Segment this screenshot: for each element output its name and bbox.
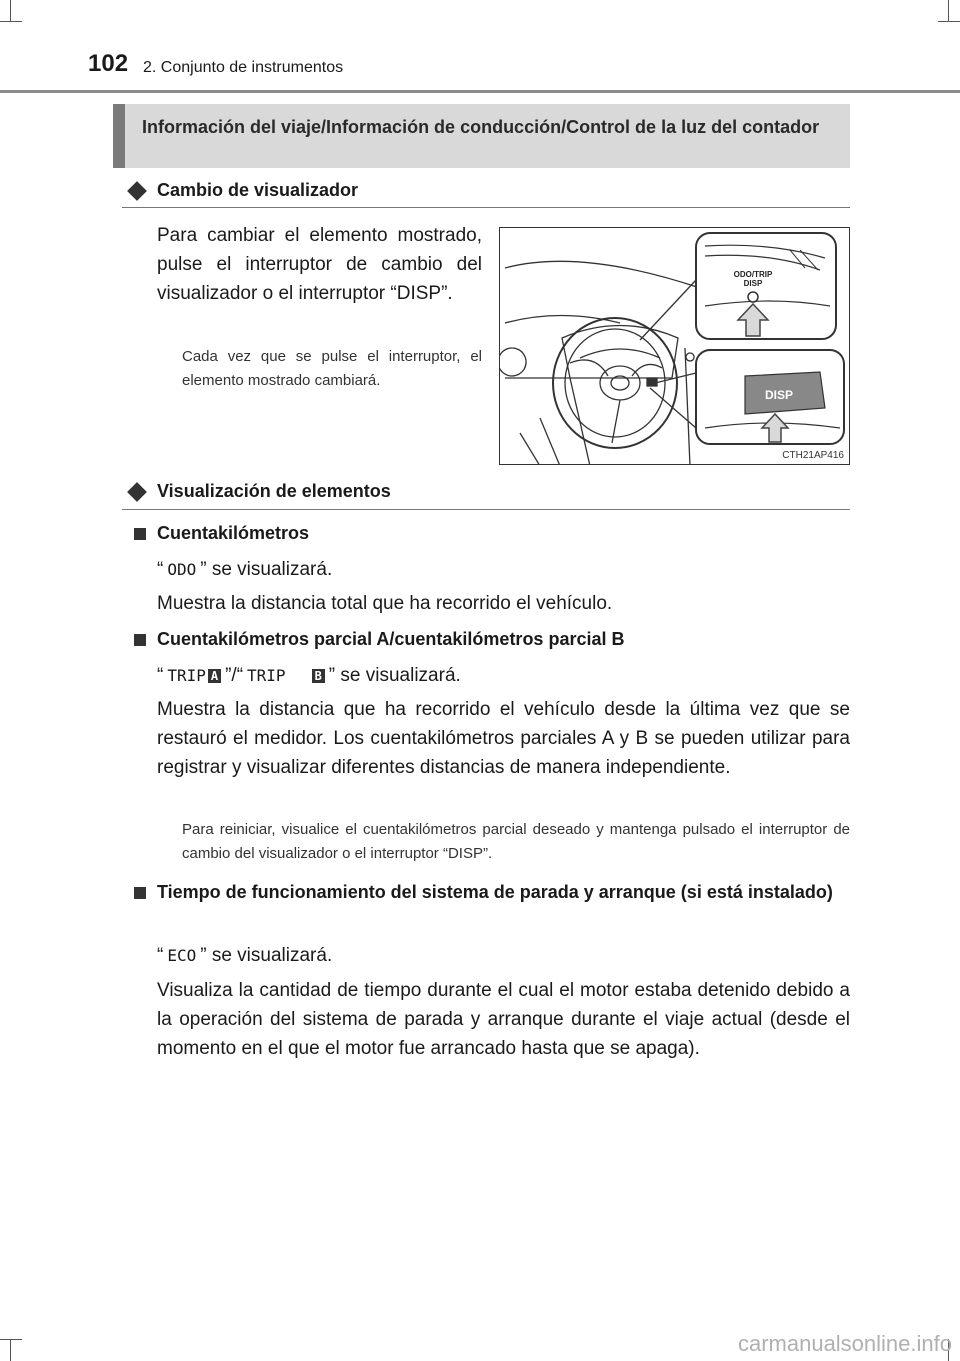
crop-mark (10, 1339, 11, 1361)
disp-switch-label: DISP (764, 388, 794, 402)
crop-mark (948, 0, 949, 22)
display-change-paragraph: Para cambiar el elemento mostrado, pulse el interruptor de cambio del visualizador o el interruptor “DISP”. (157, 225, 482, 304)
dashboard-drawing (500, 228, 850, 465)
watermark: carmanualsonline.info (737, 1331, 952, 1356)
item-description-stop-start-time: Visualiza la cantidad de tiempo durante el cual el motor estaba detenido debido a la operación del sistema de parada y arranque durante el viaje actual (desde el momento en el que el motor fue arrancado hasta que se apaga). (157, 980, 850, 1059)
trip-a-display-chip: TRIP A (163, 661, 225, 690)
crop-mark (938, 21, 960, 22)
square-bullet-icon (134, 887, 146, 899)
item-description-trip-meters: Muestra la distancia que ha recorrido el vehículo desde la última vez que se restauró el medidor. Los cuentakilómetros parciales A y B se pueden utilizar para registrar y visualizar diferentes distancias de manera independiente. (157, 699, 850, 778)
section-divider (122, 207, 850, 208)
crop-mark (10, 0, 11, 22)
item-display-stop-start-time: “ ECO ” se visualizará. (157, 941, 850, 970)
dashboard-illustration (499, 227, 850, 465)
odo-trip-disp-label: ODO/TRIP (733, 270, 773, 279)
crop-mark (0, 21, 22, 22)
item-title-trip-meters: Cuentakilómetros parcial A/cuentakilómetros parcial B (157, 629, 625, 649)
item-display-odometer: “ ODO ” se visualizará. (157, 555, 850, 584)
item-title-stop-start-time: Tiempo de funcionamiento del sistema de parada y arranque (si está instalado) (157, 882, 833, 902)
page-number: 102 (88, 50, 129, 77)
odo-trip-disp-label-line2: DISP (743, 279, 763, 288)
item-display-trip-meters: “ TRIP A ”/“ TRIP B ” se visualizará. (157, 661, 850, 690)
section-heading-display-change: Cambio de visualizador (157, 180, 359, 200)
square-bullet-icon (134, 528, 146, 540)
item-title-odometer: Cuentakilómetros (157, 523, 310, 543)
banner-title: Información del viaje/Información de conducción/Control de la luz del contador (142, 117, 820, 137)
section-banner (113, 104, 850, 168)
section-heading-display-items: Visualización de elementos (157, 481, 391, 501)
item-description-odometer: Muestra la distancia total que ha recorrido el vehículo. (157, 593, 613, 614)
odo-display-chip: ODO (167, 560, 197, 579)
display-change-note: Cada vez que se pulse el interruptor, el elemento mostrado cambiará. (182, 348, 482, 389)
figure-code: CTH21AP416 (782, 450, 844, 461)
item-note-trip-meters: Para reiniciar, visualice el cuentakilómetros parcial deseado y mantenga pulsado el interruptor de cambio del visualizador o el interruptor “DISP”. (182, 821, 850, 862)
trip-b-display-chip: TRIP B (243, 661, 329, 690)
trip-a-letter-box: A (208, 669, 221, 683)
header-divider (0, 90, 960, 93)
diamond-bullet-icon (127, 482, 147, 502)
trip-b-letter-box: B (312, 669, 325, 683)
diamond-bullet-icon (127, 181, 147, 201)
crop-mark (0, 1339, 22, 1340)
square-bullet-icon (134, 634, 146, 646)
section-divider (122, 509, 850, 510)
chapter-title: 2. Conjunto de instrumentos (143, 59, 344, 76)
eco-display-chip: ECO (167, 946, 197, 965)
